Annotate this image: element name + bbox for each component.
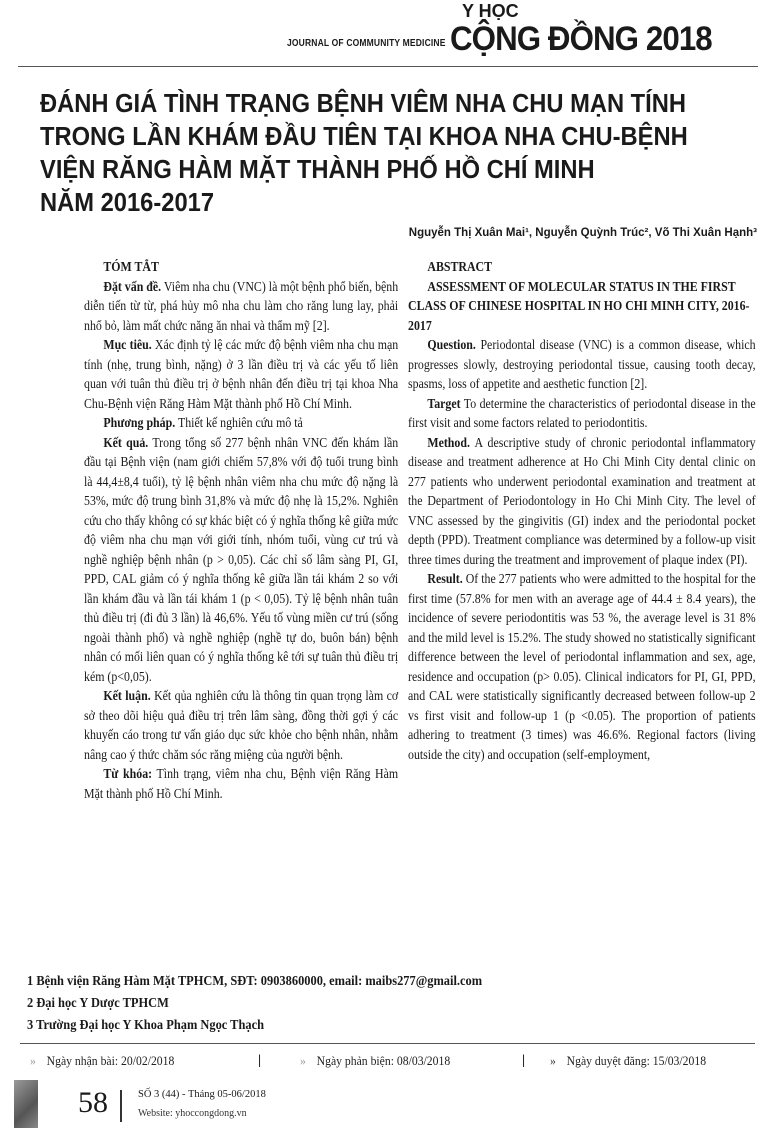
title-line: NĂM 2016-2017 — [40, 189, 215, 217]
paragraph-text: Trong tổng số 277 bệnh nhân VNC đến khám lần đầu tại Bệnh viện (nam giới chiếm 57,8% với độ tuổi trung bình là 44,4±8,4 tuổi), tỷ lệ bệnh nhân viêm nha chu mức độ nặng là 53%, mức độ trung bình 31,8% và mức độ nhẹ là 15,2%. Nghiên cứu cho thấy không có sự khác biệt có ý nghĩa thống kê giữa mức độ viêm nha chu mạn với giới tính, nhóm tuổi, vùng cư trú và nghề nghiệp bệnh nhân (p > 0,05). Các chỉ số lâm sàng PI, GI, PPD, CAL giảm có ý nghĩa thống kê giữa lần tái khám 2 so với lần khám đầu và lần tái khám 1 (p < 0,05). Tỷ lệ bệnh nhân tuân thủ điều trị (đi đủ 3 lần) là 46,6%. Yếu tố vùng miền cư trú (sống ngoài thành phố) và nghề nghiệp (nghề tự do, buôn bán) bệnh nhân có mối liên quan có ý nghĩa thống kê tới sự tuân thủ điều trị kém (p<0,05). — [84, 434, 399, 684]
paragraph-label: Từ khóa: — [103, 766, 153, 781]
journal-brand-top: Y HỌC — [462, 1, 519, 21]
abstract-vn-heading: TÓM TẮT — [103, 259, 159, 274]
abstract-paragraph — [408, 394, 756, 433]
abstract-paragraph — [84, 764, 398, 803]
paragraph-label: Phương pháp. — [103, 415, 176, 430]
title-line: ĐÁNH GIÁ TÌNH TRẠNG BỆNH VIÊM NHA CHU MẠN TÍNH — [40, 90, 687, 118]
footnote: 3 Trường Đại học Y Khoa Phạm Ngọc Thạch — [27, 1017, 265, 1032]
paragraph-label: Target — [427, 395, 461, 411]
date-reviewed-text: Ngày phản biện: 08/03/2018 — [316, 1053, 451, 1068]
footnotes — [27, 970, 482, 1036]
journal-name-en: JOURNAL OF COMMUNITY MEDICINE — [287, 38, 446, 49]
abstract-en — [408, 257, 756, 764]
separator: | — [258, 1053, 262, 1068]
abstract-paragraph — [84, 335, 398, 413]
abstract-paragraph — [408, 433, 756, 570]
journal-brand-main: CỘNG ĐỒNG 2018 — [450, 20, 712, 58]
paragraph-text: Viêm nha chu (VNC) là một bệnh phổ biến, bệnh diễn tiến từ từ, phá hủy mô nha chu làm cho răng lung lay, phải nhổ bỏ, làm mất chức năng ăn nhai và thẩm mỹ [2]. — [84, 278, 399, 333]
header-divider — [18, 66, 758, 67]
title-line: VIỆN RĂNG HÀM MẶT THÀNH PHỐ HỒ CHÍ MINH — [40, 156, 595, 184]
footnote: 1 Bệnh viện Răng Hàm Mặt TPHCM, SĐT: 0903860000, email: maibs277@gmail.com — [27, 973, 483, 988]
page-separator — [120, 1090, 122, 1122]
paragraph-label: Kết luận. — [103, 688, 151, 703]
abstract-paragraph — [408, 569, 756, 764]
paragraph-text: Tình trạng, viêm nha chu, Bệnh viện Răng Hàm Mặt thành phố Hồ Chí Minh. — [84, 766, 399, 801]
paragraph-text: Of the 277 patients who were admitted to the hospital for the first time (57.8% for men with an average age of 44.4 ± 8.4 years), the incidence of severe periodontitis was 53 %, the average level is 31 8% and the mild level is 15.2%. The study showed no statistically significant difference between the level of periodontal inflammation and sex, age, residence and occupation (p> 0.05). Clinical indicators for PI, GI, PPD, and CAL were statistically significantly decreased between follow-up 2 vs first visit and follow-up 1 (p <0.05). The proportion of patients adhering to treatment (3 times) was 46.6%. Regional factors (living outside the city) and occupation (self-employment, — [408, 571, 756, 762]
paragraph-text: A descriptive study of chronic periodontal inflammatory disease and treatment adherence at Ho Chi Minh City dental clinic on 277 patients who underwent periodontal examination and treatment at the Department of Periodontology in Ho Chi Minh City. The level of VNC assessed by the gingivitis (GI) index and the periodontal pocket depth (PPD). Treatment compliance was determined by a follow-up visit three times during the treatment and improvement of plaque index (PI). — [408, 434, 756, 567]
abstract-paragraph — [84, 433, 398, 687]
paragraph-text: Xác định tỷ lệ các mức độ bệnh viêm nha chu mạn tính (nhẹ, trung bình, nặng) ở 3 lần điều trị và các yếu tố liên quan với tuân thủ điều trị ở bệnh nhân đến điều trị tại khoa Nha Chu-Bệnh viện Răng Hàm Mặt thành phố Hồ Chí Minh. — [84, 337, 399, 411]
abstract-paragraph — [84, 686, 398, 764]
title-line: TRONG LẦN KHÁM ĐẦU TIÊN TẠI KHOA NHA CHU-BỆNH — [40, 123, 688, 151]
footer-divider — [20, 1043, 755, 1044]
abstract-en-title: ASSESSMENT OF MOLECULAR STATUS IN THE FIRST CLASS OF CHINESE HOSPITAL IN HO CHI MINH CITY, 2016-2017 — [408, 278, 750, 333]
paragraph-label: Method. — [427, 434, 470, 450]
issue-info: SỐ 3 (44) - Tháng 05-06/2018 — [138, 1089, 266, 1100]
paragraph-text: Kết qủa nghiên cứu là thông tin quan trọng làm cơ sở theo dõi hiệu quả điều trị trên lâm sàng, đồng thời gợi ý các khuyến cáo trong tư vấn giáo dục sức khỏe cho bệnh nhân, nhằm nâng cao ý thức chăm sóc răng miệng của người bệnh. — [84, 688, 399, 762]
footnote: 2 Đại học Y Dược TPHCM — [27, 995, 169, 1010]
article-title — [40, 88, 688, 220]
page-number: 58 — [78, 1086, 108, 1119]
arrow-icon: » — [300, 1053, 306, 1068]
paragraph-label: Đặt vấn đề. — [103, 278, 162, 294]
paragraph-label: Kết quả. — [103, 434, 149, 450]
abstract-paragraph — [84, 277, 398, 336]
paragraph-text: Thiết kế nghiên cứu mô tả — [175, 415, 303, 430]
date-accepted — [550, 1053, 706, 1069]
separator: | — [522, 1053, 526, 1068]
paragraph-text: Periodontal disease (VNC) is a common disease, which progresses slowly, destroying periodontal tissue, causing tooth decay, spasms, loss of appetite and aesthetic function [2]. — [408, 337, 756, 391]
paragraph-label: Question. — [427, 337, 476, 352]
date-received — [30, 1053, 174, 1069]
paragraph-label: Mục tiêu. — [103, 337, 152, 352]
paragraph-label: Result. — [427, 571, 463, 586]
abstract-paragraph — [84, 413, 398, 433]
authors: Nguyễn Thị Xuân Mai¹, Nguyễn Quỳnh Trúc², Võ Thi Xuân Hạnh³ — [408, 227, 757, 239]
date-accepted-text: Ngày duyệt đăng: 15/03/2018 — [566, 1053, 707, 1068]
date-received-text: Ngày nhận bài: 20/02/2018 — [46, 1053, 175, 1068]
journal-logo-icon — [14, 1080, 38, 1128]
arrow-icon: » — [550, 1053, 556, 1068]
abstract-vn — [84, 257, 398, 803]
abstract-paragraph — [408, 335, 756, 394]
arrow-icon: » — [30, 1053, 36, 1068]
date-reviewed — [300, 1053, 450, 1069]
website: Website: yhoccongdong.vn — [138, 1108, 247, 1119]
paragraph-text: To determine the characteristics of periodontal disease in the first visit and some factors related to periodontitis. — [408, 395, 756, 430]
abstract-en-heading: ABSTRACT — [427, 259, 493, 274]
